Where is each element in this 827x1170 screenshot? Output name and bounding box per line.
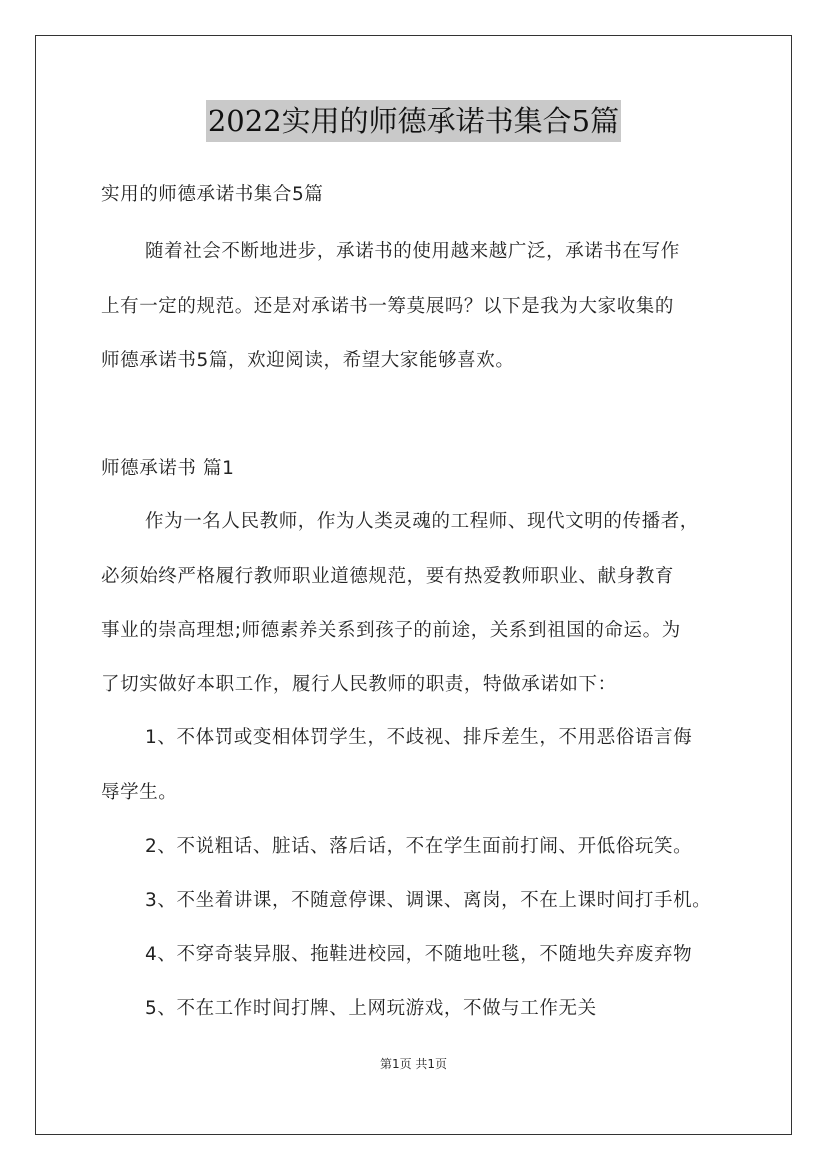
item-2: 2、不说粗话、脏话、落后话，不在学生面前打闹、开低俗玩笑。 (145, 836, 693, 857)
page-number: 第1页 共1页 (379, 1057, 448, 1071)
intro-line-1: 随着社会不断地进步，承诺书的使用越来越广泛，承诺书在写作 (145, 241, 680, 262)
body-line-3: 事业的崇高理想;师德素养关系到孩子的前途，关系到祖国的命运。为 (101, 620, 681, 641)
document-subtitle: 实用的师德承诺书集合5篇 (101, 184, 324, 205)
item-4: 4、不穿奇装异服、拖鞋进校园，不随地吐毯，不随地失弃废弃物 (145, 944, 693, 965)
body-line-1: 作为一名人民教师，作为人类灵魂的工程师、现代文明的传播者， (145, 511, 699, 532)
body-line-4: 了切实做好本职工作，履行人民教师的职责，特做承诺如下： (101, 674, 617, 695)
item-1: 1、不体罚或变相体罚学生，不歧视、排斥差生，不用恶俗语言侮 (145, 727, 693, 748)
title-container (0, 100, 827, 142)
section-heading: 师德承诺书 篇1 (101, 458, 235, 479)
intro-line-2: 上有一定的规范。还是对承诺书一筹莫展吗？以下是我为大家收集的 (101, 296, 675, 317)
item-5: 5、不在工作时间打牌、上网玩游戏，不做与工作无关 (145, 998, 597, 1019)
intro-line-3: 师德承诺书5篇，欢迎阅读，希望大家能够喜欢。 (101, 350, 515, 371)
item-1-continued: 辱学生。 (101, 782, 178, 803)
document-title: 2022实用的师德承诺书集合5篇 (206, 100, 621, 142)
body-line-2: 必须始终严格履行教师职业道德规范，要有热爱教师职业、献身教育 (101, 566, 675, 587)
item-3: 3、不坐着讲课，不随意停课、调课、离岗，不在上课时间打手机。 (145, 890, 712, 911)
